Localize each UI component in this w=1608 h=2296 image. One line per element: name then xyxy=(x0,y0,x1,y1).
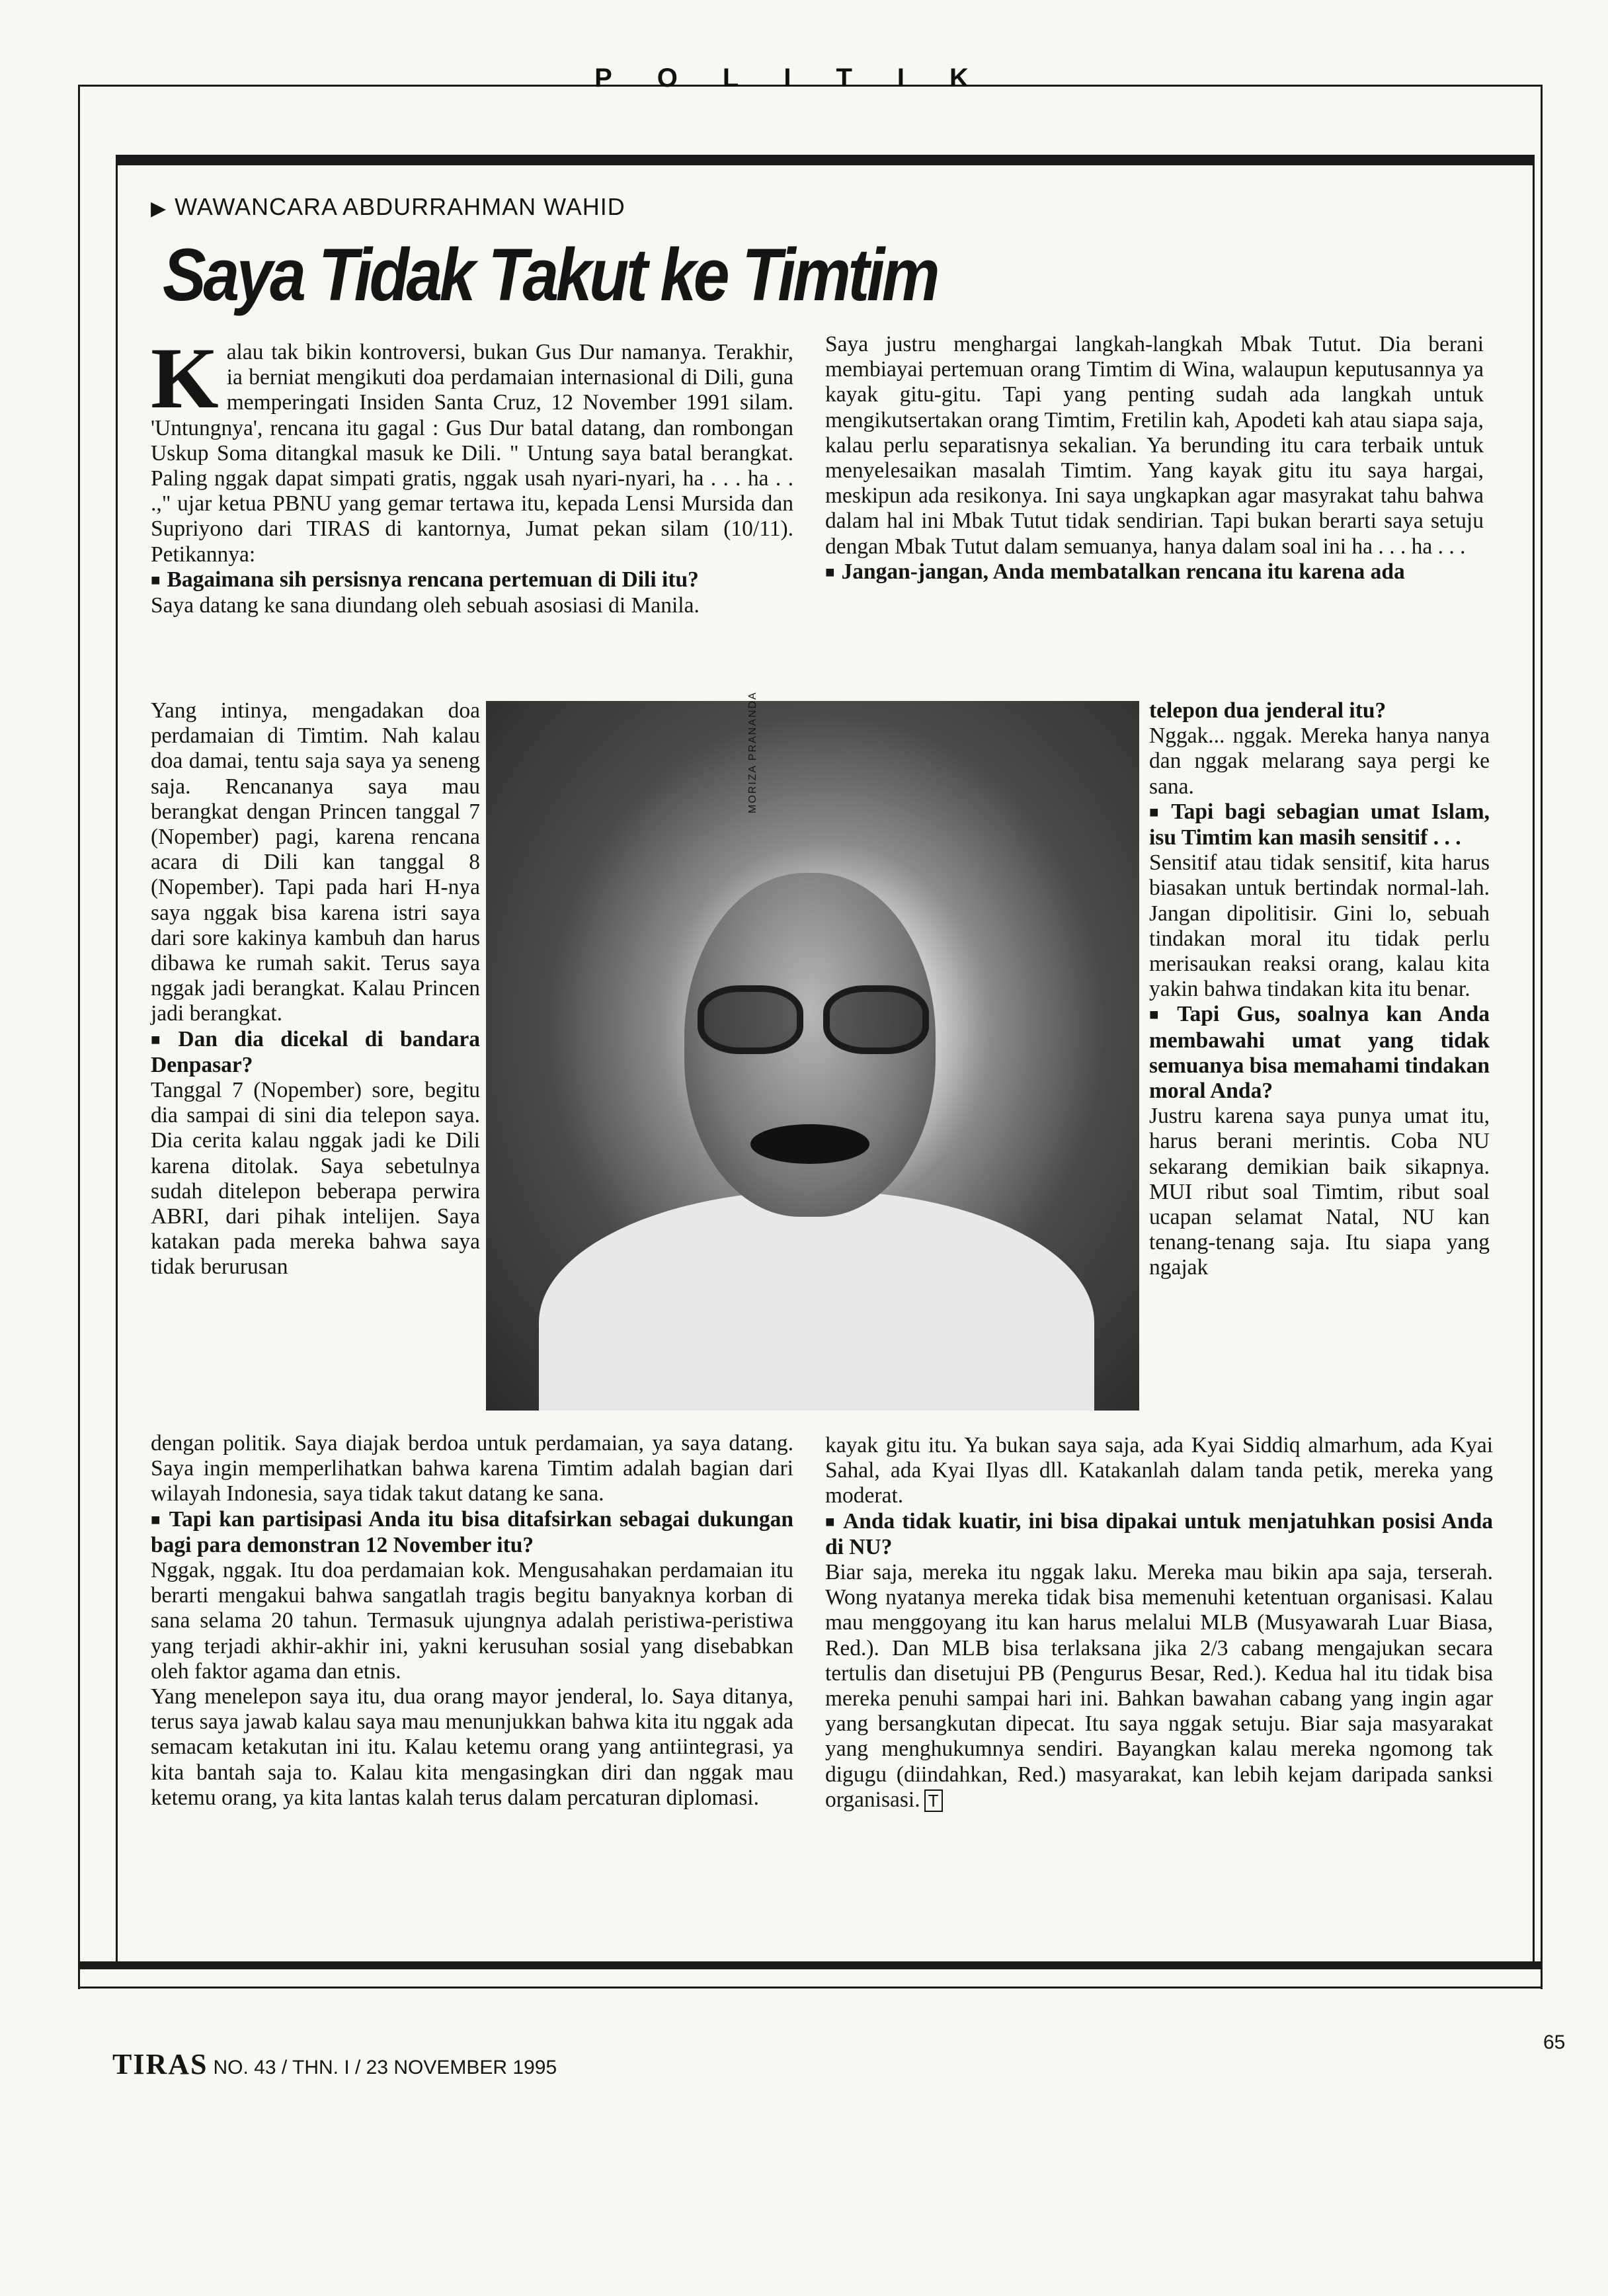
box-right-rule xyxy=(1533,155,1535,1969)
kicker-text: WAWANCARA ABDURRAHMAN WAHID xyxy=(175,193,625,220)
question-6-text: Tapi Gus, soalnya kan Anda membawahi umat yang tidak semuanya bisa memahami tindakan moral Anda? xyxy=(1149,1002,1490,1104)
square-bullet-icon: ■ xyxy=(1149,803,1165,821)
question-2 xyxy=(151,1027,480,1078)
question-4-text-a: Jangan-jangan, Anda membatalkan rencana itu karena ada xyxy=(841,559,1405,584)
answer-3b: Yang menelepon saya itu, dua orang mayor jenderal, lo. Saya ditanya, terus saya jawab kalau saya mau menunjukkan bahwa kita itu nggak ada semacam ketakutan ini itu. Kalau ketemu orang yang antiintegrasi, ya kita bantah saja to. Kalau kita mengasingkan diri dan nggak mau ketemu orang, ya kita lantas kalah terus dalam percaturan diplomasi. xyxy=(151,1684,793,1810)
column-right-bottom xyxy=(825,1433,1493,1813)
intro-text: alau tak bikin kontroversi, bukan Gus Dur namanya. Terakhir, ia berniat mengikuti doa perdamaian internasional di Dili, guna memperingati Insiden Santa Cruz, 12 November 1991 silam. 'Untungnya', rencana itu gagal : Gus Dur batal datang, dan rombongan Uskup Soma ditangkal masuk ke Dili. " Untung saya batal berangkat. Paling nggak dapat simpati gratis, nggak usah nyari-nyari, ha . . . ha . . .," ujar ketua PBNU yang gemar tertawa itu, kepada Lensi Mursida dan Supriyono dari TIRAS di kantornya, Jumat pekan silam (10/11). Petikannya: xyxy=(151,340,793,567)
column-right-narrow xyxy=(1149,698,1490,1281)
photo-credit: MORIZA PRANANDA xyxy=(747,691,758,813)
end-mark: T xyxy=(924,1789,943,1812)
column-left-top xyxy=(151,329,793,618)
answer-2-wide: dengan politik. Saya diajak berdoa untuk perdamaian, ya saya datang. Saya ingin memperlihatkan bahwa karena Timtim adalah bagian dari wilayah Indonesia, saya tidak takut datang ke sana. xyxy=(151,1431,793,1506)
footer-brand: TIRAS xyxy=(112,2048,208,2080)
bottom-rule xyxy=(79,1961,1542,1969)
drop-cap: K xyxy=(151,329,219,427)
column-right-top xyxy=(825,332,1484,585)
photo-glasses-right xyxy=(823,985,929,1054)
footer-issue: NO. 43 / THN. I / 23 NOVEMBER 1995 xyxy=(213,2057,557,2078)
question-7 xyxy=(825,1509,1493,1560)
column-left-bottom xyxy=(151,1431,793,1811)
frame-right-rule xyxy=(1541,85,1543,1989)
question-5-text: Tapi bagi sebagian umat Islam, isu Timtim kan masih sensitif . . . xyxy=(1149,799,1490,850)
photo-shirt xyxy=(539,1190,1094,1411)
square-bullet-icon: ■ xyxy=(151,1511,163,1529)
question-2-text: Dan dia dicekal di bandara Denpasar? xyxy=(151,1026,481,1077)
question-4b: telepon dua jenderal itu? xyxy=(1149,698,1387,723)
column-left-narrow xyxy=(151,698,480,1280)
headline: Saya Tidak Takut ke Timtim xyxy=(163,233,938,316)
frame-left-rule xyxy=(78,85,80,1989)
answer-3-continued: Saya justru menghargai langkah-langkah Mbak Tutut. Dia berani membiayai pertemuan orang Timtim di Wina, walaupun keputusannya ya kayak gitu-gitu. Tapi yang penting sudah ada langkah untuk mengikutsertakan orang Timtim, Fretilin kah, Apodeti kah atau siapa saja, kalau perlu separatisnya sekalian. Ya berunding itu cara terbaik untuk menyelesaikan masalah Timtim. Yang kayak gitu itu saya hargai, meskipun ada resikonya. Ini saya ungkapkan agar masyrakat tahu bahwa dalam hal ini Mbak Tutut tidak sendirian. Tapi bukan berarti saya setuju dengan Mbak Tutut dalam semuanya, hanya dalam soal ini ha . . . ha . . . xyxy=(825,332,1484,559)
question-3 xyxy=(151,1507,793,1558)
answer-6-narrow: Justru karena saya punya umat itu, harus berani merintis. Coba NU sekarang demikian baik sikapnya. MUI ribut soal Timtim, ribut soal ucapan selamat Natal, NU kan tenang-tenang saja. Itu siapa yang ngajak xyxy=(1149,1104,1490,1280)
answer-7 xyxy=(825,1560,1493,1813)
box-left-rule xyxy=(116,155,118,1969)
answer-1-narrow: Yang intinya, mengadakan doa perdamaian di Timtim. Nah kalau doa damai, tentu saja saya ya seneng saja. Rencananya saya mau berangkat dengan Princen tanggal 7 (Nopember) pagi, karena rencana acara di Dili kan tanggal 8 (Nopember). Tapi pada hari H-nya saya nggak bisa karena istri saya dari sore kakinya kambuh dan harus dibawa ke rumah sakit. Terus saya nggak jadi berangkat. Kalau Princen jadi berangkat. xyxy=(151,698,480,1026)
question-1 xyxy=(151,567,793,593)
page-number: 65 xyxy=(1543,2031,1566,2053)
portrait-photo xyxy=(486,701,1139,1411)
intro-paragraph xyxy=(151,329,793,567)
question-5 xyxy=(1149,800,1490,850)
section-label: POLITIK xyxy=(594,63,1014,93)
question-1-text: Bagaimana sih persisnya rencana pertemuan di Dili itu? xyxy=(167,567,699,592)
question-4 xyxy=(825,559,1484,585)
square-bullet-icon: ■ xyxy=(825,1513,837,1531)
square-bullet-icon: ■ xyxy=(1149,1006,1171,1024)
question-7-text: Anda tidak kuatir, ini bisa dipakai untuk menjatuhkan posisi Anda di NU? xyxy=(825,1508,1493,1559)
answer-4: Nggak... nggak. Mereka hanya nanya dan nggak melarang saya pergi ke sana. xyxy=(1149,723,1490,799)
answer-5: Sensitif atau tidak sensitif, kita harus biasakan untuk bertindak normal-lah. Jangan dipolitisir. Gini lo, sebuah tindakan moral itu tidak perlu merisaukan reaksi orang, kalau kita yakin bahwa tindakan kita itu benar. xyxy=(1149,850,1490,1002)
kicker-arrow-icon: ▶ xyxy=(151,198,167,220)
square-bullet-icon: ■ xyxy=(825,563,835,581)
answer-6-wide: kayak gitu itu. Ya bukan saya saja, ada Kyai Siddiq almarhum, ada Kyai Sahal, ada Kyai Ilyas dll. Katakanlah dalam tanda petik, mereka yang moderat. xyxy=(825,1433,1493,1508)
answer-3: Nggak, nggak. Itu doa perdamaian kok. Mengusahakan perdamaian itu berarti mengakui bahwa sangatlah tragis begitu banyaknya korban di sana selama 20 tahun. Termasuk ujungnya adalah peristiwa-peristiwa yang terjadi akhir-akhir ini, yakni kerusuhan sosial yang disebabkan oleh faktor agama dan etnis. xyxy=(151,1558,793,1684)
question-6 xyxy=(1149,1002,1490,1104)
kicker xyxy=(151,193,625,221)
answer-7-text: Biar saja, mereka itu nggak laku. Mereka mau bikin apa saja, terserah. Wong nyatanya mereka tidak bisa memenuhi ketentuan organisasi. Kalau mau menggoyang itu kan harus melalui MLB (Musyawarah Luar Biasa, Red.). Dan MLB bisa terlaksana jika 2/3 cabang mengajukan secara tertulis dan disetujui PB (Pengurus Besar, Red.). Kedua hal itu tidak bisa mereka penuhi sampai hari ini. Bahkan bawahan cabang yang ingin agar yang bersangkutan dipecat. Itu saya nggak setuju. Biar saja masyarakat yang menghukumnya sendiri. Bayangkan kalau mereka ngomong tak digugu (diindahkan, Red.) masyarakat, kan lebih kejam daripada sanksi organisasi. xyxy=(825,1560,1493,1812)
footer-rule xyxy=(79,1987,1542,1988)
footer xyxy=(112,2047,557,2081)
answer-2-narrow: Tanggal 7 (Nopember) sore, begitu dia sampai di sini dia telepon saya. Dia cerita kalau nggak jadi ke Dili karena ditolak. Saya sebetulnya sudah ditelepon beberapa perwira ABRI, dari pihak intelijen. Saya katakan pada mereka bahwa saya tidak berurusan xyxy=(151,1078,480,1280)
answer-1-top: Saya datang ke sana diundang oleh sebuah asosiasi di Manila. xyxy=(151,593,700,618)
header-thick-rule xyxy=(116,155,1535,165)
square-bullet-icon: ■ xyxy=(151,571,161,589)
photo-mouth xyxy=(750,1124,869,1164)
square-bullet-icon: ■ xyxy=(151,1031,172,1049)
photo-glasses-left xyxy=(698,985,803,1054)
question-3-text: Tapi kan partisipasi Anda itu bisa ditafsirkan sebagai dukungan bagi para demonstran 12 November itu? xyxy=(151,1506,793,1557)
